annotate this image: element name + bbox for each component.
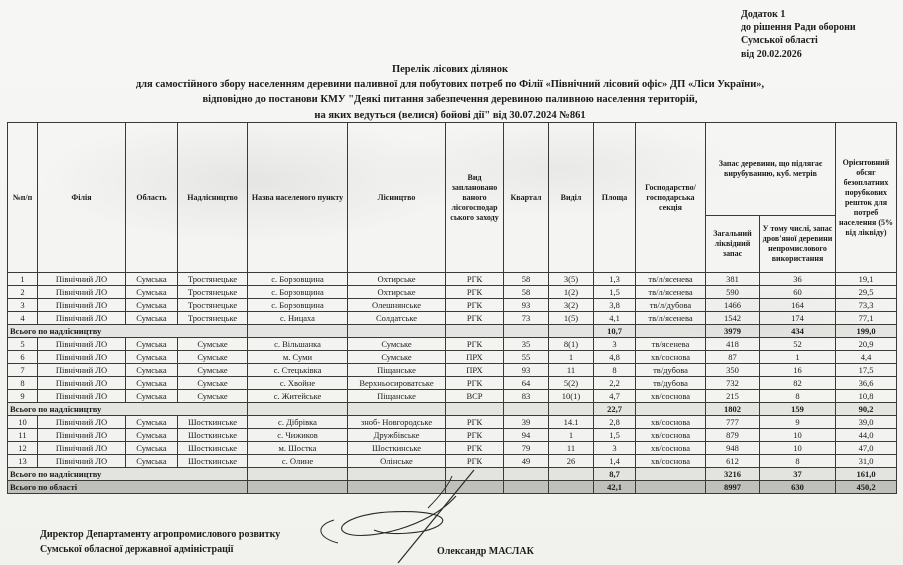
table-row (8, 338, 897, 351)
table-cell: Сумська (126, 364, 178, 377)
table-cell: 1 (549, 429, 594, 442)
col-header-num: №п/п (8, 123, 38, 273)
total-row-label: Всього по надлісництву (8, 403, 248, 416)
subtotal-row (8, 325, 897, 338)
table-cell: Північний ЛО (38, 273, 126, 286)
table-cell: 879 (706, 429, 760, 442)
table-cell: 10 (760, 429, 836, 442)
table-cell: 3,8 (594, 299, 636, 312)
table-cell: 590 (706, 286, 760, 299)
col-header-forestry-office: Надлісництво (178, 123, 248, 273)
col-header-subplot: Виділ (549, 123, 594, 273)
forest-plots-table (7, 122, 897, 494)
table-cell: 47,0 (836, 442, 897, 455)
title-line: Перелік лісових ділянок (391, 64, 508, 75)
table-cell: м. Суми (248, 351, 348, 364)
table-cell: 31,0 (836, 455, 897, 468)
table-cell: 1466 (706, 299, 760, 312)
table-cell: 29,5 (836, 286, 897, 299)
table-cell: 22,7 (594, 403, 636, 416)
table-cell: Тростянецьке (178, 299, 248, 312)
table-cell: 3216 (706, 468, 760, 481)
table-row (8, 299, 897, 312)
total-row-label: Всього по надлісництву (8, 468, 248, 481)
col-header-quarter: Квартал (504, 123, 549, 273)
table-cell: 1(5) (549, 312, 594, 325)
table-cell: тв/дубова (636, 377, 706, 390)
table-cell: 44,0 (836, 429, 897, 442)
table-cell (446, 468, 504, 481)
annex-block (741, 8, 903, 61)
table-cell: 35 (504, 338, 549, 351)
table-row (8, 377, 897, 390)
table-cell (348, 325, 446, 338)
table-cell: 8997 (706, 481, 760, 494)
table-cell: 3979 (706, 325, 760, 338)
table-cell (549, 325, 594, 338)
table-cell: 4,8 (594, 351, 636, 364)
table-cell: Шосткинське (348, 442, 446, 455)
table-cell (446, 325, 504, 338)
table-cell: Сумська (126, 338, 178, 351)
table-cell: 14.1 (549, 416, 594, 429)
table-cell: 11 (8, 429, 38, 442)
table-cell: 39,0 (836, 416, 897, 429)
table-cell: 10,7 (594, 325, 636, 338)
table-cell: 161,0 (836, 468, 897, 481)
table-cell: Сумське (348, 338, 446, 351)
table-cell: тв/дубова (636, 364, 706, 377)
table-cell: хв/соснова (636, 455, 706, 468)
table-cell: хв/соснова (636, 351, 706, 364)
signer-position-line: Директор Департаменту агропромислового розвитку (40, 529, 281, 540)
table-cell: 1,5 (594, 286, 636, 299)
table-cell: 3(2) (549, 299, 594, 312)
table-cell: 58 (504, 273, 549, 286)
table-cell (504, 481, 549, 494)
table-cell: 3(5) (549, 273, 594, 286)
table-cell: Верхньосироватське (348, 377, 446, 390)
table-row (8, 286, 897, 299)
table-cell: Сумське (178, 338, 248, 351)
table-cell: 2,8 (594, 416, 636, 429)
table-cell: с. Хвойне (248, 377, 348, 390)
table-cell: 6 (8, 351, 38, 364)
table-cell: 174 (760, 312, 836, 325)
table-cell: хв/соснова (636, 429, 706, 442)
table-cell: РГК (446, 273, 504, 286)
table-cell: тв/л/дубова (636, 299, 706, 312)
table-cell: Сумське (178, 351, 248, 364)
table-cell: 39 (504, 416, 549, 429)
table-cell (636, 325, 706, 338)
table-cell: 612 (706, 455, 760, 468)
table-cell: 16 (760, 364, 836, 377)
title-line: для самостійного збору населенням деревини паливної для побутових потреб по Філії «Північний лісовий офіс» ДП «Ліси України», (135, 79, 765, 91)
annex-line: до рішення Ради оборони (741, 22, 856, 34)
table-cell: 159 (760, 403, 836, 416)
table-cell: Північний ЛО (38, 299, 126, 312)
table-cell: 4,7 (594, 390, 636, 403)
table-cell: РГК (446, 442, 504, 455)
table-cell: Дружбівське (348, 429, 446, 442)
table-row (8, 364, 897, 377)
table-cell: с. Борзовщина (248, 299, 348, 312)
table-cell: с. Вільшанка (248, 338, 348, 351)
table-cell: 199,0 (836, 325, 897, 338)
annex-line: Сумської області (741, 35, 818, 47)
table-cell: 1802 (706, 403, 760, 416)
col-header-region: Область (126, 123, 178, 273)
table-cell: тв/л/ясенева (636, 286, 706, 299)
table-cell: с. Борзовщина (248, 286, 348, 299)
signer-position (40, 527, 280, 557)
table-cell: 55 (504, 351, 549, 364)
table-cell: тв/ясенева (636, 338, 706, 351)
table-cell (636, 481, 706, 494)
table-cell: Сумське (348, 351, 446, 364)
table-cell: 36,6 (836, 377, 897, 390)
table-cell: Сумська (126, 429, 178, 442)
table-cell: РГК (446, 299, 504, 312)
table-cell: Північний ЛО (38, 364, 126, 377)
col-header-area: Площа (594, 123, 636, 273)
table-cell: 93 (504, 299, 549, 312)
table-cell: 73 (504, 312, 549, 325)
table-cell: Тростянецьке (178, 273, 248, 286)
table-cell: 3 (8, 299, 38, 312)
table-cell: 58 (504, 286, 549, 299)
table-cell (504, 325, 549, 338)
table-cell: Сумська (126, 416, 178, 429)
table-cell: Шосткинське (178, 455, 248, 468)
table-cell: 73,3 (836, 299, 897, 312)
table-cell: с. Ницаха (248, 312, 348, 325)
table-cell: Сумська (126, 286, 178, 299)
table-cell: Сумська (126, 351, 178, 364)
table-cell: Сумське (178, 377, 248, 390)
table-cell: тв/л/ясенева (636, 312, 706, 325)
table-cell: 36 (760, 273, 836, 286)
table-cell: 8(1) (549, 338, 594, 351)
table-cell: Сумська (126, 442, 178, 455)
table-cell: 94 (504, 429, 549, 442)
col-header-residues: Орієнтовний обсяг безоплатних порубкових решток для потреб населення (5% від ліквіду) (836, 123, 897, 273)
table-cell: Сумське (178, 390, 248, 403)
table-cell: хв/соснова (636, 416, 706, 429)
table-cell: 17,5 (836, 364, 897, 377)
col-header-stock-fuel: У тому числі, запас дров'яної деревини непромислового використання (760, 216, 836, 273)
table-cell: 1(2) (549, 286, 594, 299)
table-cell: Піщанське (348, 364, 446, 377)
table-cell: 77,1 (836, 312, 897, 325)
table-cell: 37 (760, 468, 836, 481)
table-cell: 10 (8, 416, 38, 429)
table-cell: Північний ЛО (38, 377, 126, 390)
table-cell: 79 (504, 442, 549, 455)
signer-position-line: Сумської обласної державної адміністрації (40, 544, 234, 555)
table-cell: Сумська (126, 455, 178, 468)
table-cell: 450,2 (836, 481, 897, 494)
table-cell (504, 468, 549, 481)
table-cell: с. Чижиков (248, 429, 348, 442)
col-header-forestry: Лісництво (348, 123, 446, 273)
table-cell: хв/соснова (636, 390, 706, 403)
table-cell: Північний ЛО (38, 390, 126, 403)
table-cell: 11 (549, 442, 594, 455)
table-cell: 60 (760, 286, 836, 299)
table-row (8, 429, 897, 442)
table-cell (248, 403, 348, 416)
table-cell: 1 (549, 351, 594, 364)
table-row (8, 442, 897, 455)
table-cell: Північний ЛО (38, 338, 126, 351)
table-cell: 20,9 (836, 338, 897, 351)
table-cell: 10 (760, 442, 836, 455)
table-cell: 8,7 (594, 468, 636, 481)
col-header-economy: Господарство/ господарська секція (636, 123, 706, 273)
table-cell: Північний ЛО (38, 312, 126, 325)
table-cell: Північний ЛО (38, 286, 126, 299)
table-cell: 1,5 (594, 429, 636, 442)
col-header-settlement: Назва населеного пункту (248, 123, 348, 273)
table-cell: Північний ЛО (38, 416, 126, 429)
table-cell: 8 (8, 377, 38, 390)
table-cell: 12 (8, 442, 38, 455)
table-cell: 93 (504, 364, 549, 377)
table-cell: 215 (706, 390, 760, 403)
table-cell: 8 (760, 455, 836, 468)
table-cell: 434 (760, 325, 836, 338)
table-cell: Солдатське (348, 312, 446, 325)
table-cell: 8 (594, 364, 636, 377)
table-cell (348, 468, 446, 481)
table-cell: тв/л/ясенева (636, 273, 706, 286)
table-cell: 5 (8, 338, 38, 351)
table-cell: 2,2 (594, 377, 636, 390)
col-header-activity: Вид заплановано ваного лісогосподар ського заходу (446, 123, 504, 273)
table-cell: 4 (8, 312, 38, 325)
table-row (8, 390, 897, 403)
table-row (8, 351, 897, 364)
table-cell: Сумська (126, 273, 178, 286)
table-cell: РГК (446, 338, 504, 351)
table-cell: РГК (446, 286, 504, 299)
table-cell: Сумське (178, 364, 248, 377)
table-row (8, 312, 897, 325)
table-row (8, 455, 897, 468)
table-cell: Північний ЛО (38, 442, 126, 455)
table-cell (248, 325, 348, 338)
table-cell: Олінське (348, 455, 446, 468)
table-cell: с. Житейське (248, 390, 348, 403)
table-cell: Шосткинське (178, 416, 248, 429)
table-cell (348, 481, 446, 494)
table-cell: Піщанське (348, 390, 446, 403)
table-cell (248, 481, 348, 494)
table-cell: ПРХ (446, 364, 504, 377)
col-header-stock-total: Загальний ліквідний запас (706, 216, 760, 273)
table-cell (549, 481, 594, 494)
table-cell: 1542 (706, 312, 760, 325)
table-cell: 82 (760, 377, 836, 390)
annex-line: від 20.02.2026 (741, 48, 802, 60)
table-cell: Сумська (126, 299, 178, 312)
table-cell: с. Олине (248, 455, 348, 468)
signer-name: Олександр МАСЛАК (437, 546, 534, 557)
table-cell: РГК (446, 377, 504, 390)
table-cell: 49 (504, 455, 549, 468)
table-cell: Сумська (126, 390, 178, 403)
col-header-branch: Філія (38, 123, 126, 273)
table-cell: 64 (504, 377, 549, 390)
table-cell (549, 468, 594, 481)
table-cell: 7 (8, 364, 38, 377)
table-row (8, 416, 897, 429)
table-cell: 4,4 (836, 351, 897, 364)
table-cell (504, 403, 549, 416)
table-cell (248, 468, 348, 481)
table-cell: Тростянецьке (178, 312, 248, 325)
table-cell: 13 (8, 455, 38, 468)
table-cell: Сумська (126, 377, 178, 390)
table-cell: 11 (549, 364, 594, 377)
table-cell: хв/соснова (636, 442, 706, 455)
table-cell (348, 403, 446, 416)
table-cell: зноб- Новгородське (348, 416, 446, 429)
table-cell (549, 403, 594, 416)
table-cell: м. Шостка (248, 442, 348, 455)
table-cell: 90,2 (836, 403, 897, 416)
table-cell: 1 (8, 273, 38, 286)
table-cell: с. Борзовщина (248, 273, 348, 286)
table-cell: 4,1 (594, 312, 636, 325)
table-cell: ПРХ (446, 351, 504, 364)
title-line: на яких ведуться (велися) бойові дії" від 30.07.2024 №861 (314, 109, 586, 121)
table-cell (636, 403, 706, 416)
table-cell: 3 (594, 338, 636, 351)
table-cell: Шосткинське (178, 429, 248, 442)
table-cell: с. Стецьківка (248, 364, 348, 377)
table-cell: 1,4 (594, 455, 636, 468)
table-cell: 9 (8, 390, 38, 403)
table-cell: Північний ЛО (38, 455, 126, 468)
table-cell: 26 (549, 455, 594, 468)
table-cell: 83 (504, 390, 549, 403)
table-cell: РГК (446, 455, 504, 468)
table-cell: 777 (706, 416, 760, 429)
table-cell: 164 (760, 299, 836, 312)
table-cell: 3 (594, 442, 636, 455)
col-header-stock-group: Запас деревини, що підлягає вирубуванню, куб. метрів (706, 123, 836, 216)
table-cell: Шосткинське (178, 442, 248, 455)
table-cell: 2 (8, 286, 38, 299)
table-cell: 630 (760, 481, 836, 494)
annex-line: Додаток 1 (741, 9, 786, 20)
table-row (8, 273, 897, 286)
table-cell: 42,1 (594, 481, 636, 494)
table-cell: Охтирське (348, 273, 446, 286)
table-cell: РГК (446, 429, 504, 442)
table-cell: Тростянецьке (178, 286, 248, 299)
table-cell: с. Дібрівка (248, 416, 348, 429)
table-cell: 418 (706, 338, 760, 351)
table-cell: 1,3 (594, 273, 636, 286)
table-cell: Північний ЛО (38, 351, 126, 364)
table-cell (446, 481, 504, 494)
table-cell: 350 (706, 364, 760, 377)
table-cell (636, 468, 706, 481)
table-body (8, 273, 897, 494)
table-cell: 8 (760, 390, 836, 403)
total-row-label: Всього по надлісництву (8, 325, 248, 338)
total-row-label: Всього по області (8, 481, 248, 494)
table-cell: РГК (446, 416, 504, 429)
table-cell (446, 403, 504, 416)
subtotal-row (8, 468, 897, 481)
table-cell: РГК (446, 312, 504, 325)
title-line: відповідно до постанови КМУ "Деякі питання забезпечення деревиною паливною населення територій, (202, 94, 698, 106)
table-cell: 10,8 (836, 390, 897, 403)
table-cell: ВСР (446, 390, 504, 403)
table-cell: Олешнянське (348, 299, 446, 312)
table-cell: 5(2) (549, 377, 594, 390)
table-cell: 87 (706, 351, 760, 364)
table-cell: 1 (760, 351, 836, 364)
table-cell: Північний ЛО (38, 429, 126, 442)
document-title (20, 62, 880, 123)
table-cell: 948 (706, 442, 760, 455)
table-cell: 732 (706, 377, 760, 390)
table-cell: Сумська (126, 312, 178, 325)
table-cell: 9 (760, 416, 836, 429)
table-cell: 10(1) (549, 390, 594, 403)
table-cell: 381 (706, 273, 760, 286)
subtotal-row (8, 403, 897, 416)
table-cell: Охтирське (348, 286, 446, 299)
table-cell: 19,1 (836, 273, 897, 286)
grandtotal-row (8, 481, 897, 494)
table-cell: 52 (760, 338, 836, 351)
